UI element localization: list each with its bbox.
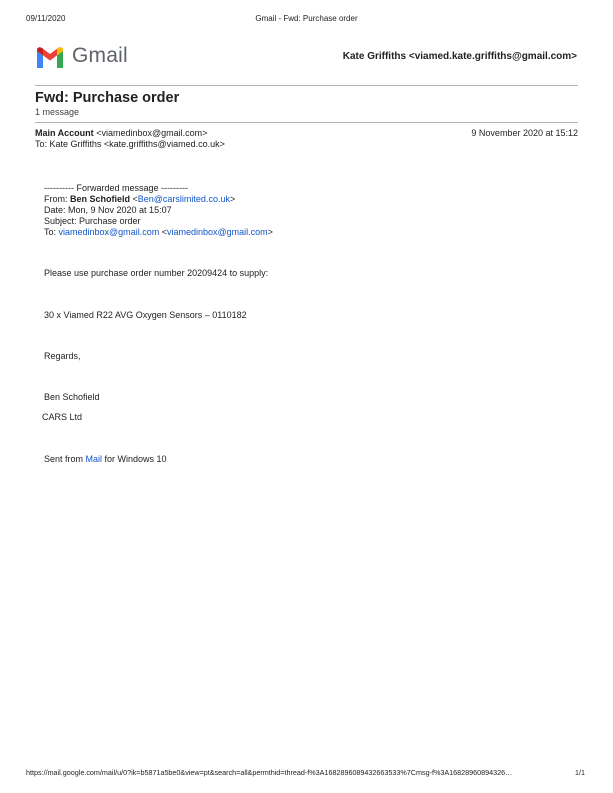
forwarded-from-name: Ben Schofield: [70, 194, 131, 204]
subject-divider: [35, 122, 578, 123]
account-name: Kate Griffiths: [342, 51, 407, 62]
print-title: Gmail - Fwd: Purchase order: [255, 14, 358, 23]
forwarded-divider: ---------- Forwarded message ---------: [44, 183, 188, 193]
account-email: <viamed.kate.griffiths@gmail.com>: [408, 51, 577, 62]
print-page-number: 1/1: [575, 768, 585, 777]
print-url: https://mail.google.com/mail/u/0?ik=b5871a5be0&view=pt&search=all&permthid=thread-f%3A1682896089432663533%7Cmsg-f%3A16828960894326…: [26, 768, 513, 777]
print-date: 09/11/2020: [26, 14, 66, 23]
signature-name: Ben Schofield: [44, 392, 100, 402]
sent-from-line: [44, 454, 167, 464]
message-count: 1 message: [35, 107, 80, 117]
bracket-close: >: [267, 227, 273, 237]
forwarded-subject: Subject: Purchase order: [44, 216, 141, 226]
sender-email: <viamedinbox@gmail.com>: [96, 128, 208, 138]
message-date: 9 November 2020 at 15:12: [471, 128, 578, 138]
account-label: [343, 51, 577, 62]
forwarded-to-label: To:: [44, 227, 59, 237]
forwarded-to-email-link[interactable]: viamedinbox@gmail.com: [58, 227, 160, 237]
body-item-line: 30 x Viamed R22 AVG Oxygen Sensors – 0110182: [44, 310, 247, 320]
gmail-logo: [35, 44, 130, 70]
forwarded-to-email-link-2[interactable]: viamedinbox@gmail.com: [166, 227, 268, 237]
forwarded-date: Date: Mon, 9 Nov 2020 at 15:07: [44, 205, 172, 215]
message-sender: [35, 128, 207, 138]
bracket-close: >: [229, 194, 236, 204]
forwarded-from-email-link[interactable]: Ben@carslimited.co.uk: [137, 194, 230, 204]
body-regards: Regards,: [44, 351, 81, 361]
mail-app-link[interactable]: Mail: [85, 454, 103, 464]
forwarded-from-label: From:: [44, 194, 70, 204]
sender-name: Main Account: [35, 128, 94, 138]
bracket-open: <: [130, 194, 138, 204]
forwarded-from: [44, 194, 235, 204]
bracket-open: <: [159, 227, 167, 237]
sent-from-prefix: Sent from: [44, 454, 86, 464]
signature-company: CARS Ltd: [42, 412, 83, 422]
body-po-line: Please use purchase order number 20209424 to supply:: [44, 268, 269, 278]
forwarded-to: [44, 227, 273, 237]
thread-subject: Fwd: Purchase order: [35, 90, 180, 106]
gmail-logo-text: Gmail: [72, 44, 128, 67]
header-divider: [35, 85, 578, 86]
gmail-m-icon: [35, 46, 65, 69]
sent-from-suffix: for Windows 10: [102, 454, 167, 464]
message-recipient: To: Kate Griffiths <kate.griffiths@viamed.co.uk>: [35, 139, 225, 149]
